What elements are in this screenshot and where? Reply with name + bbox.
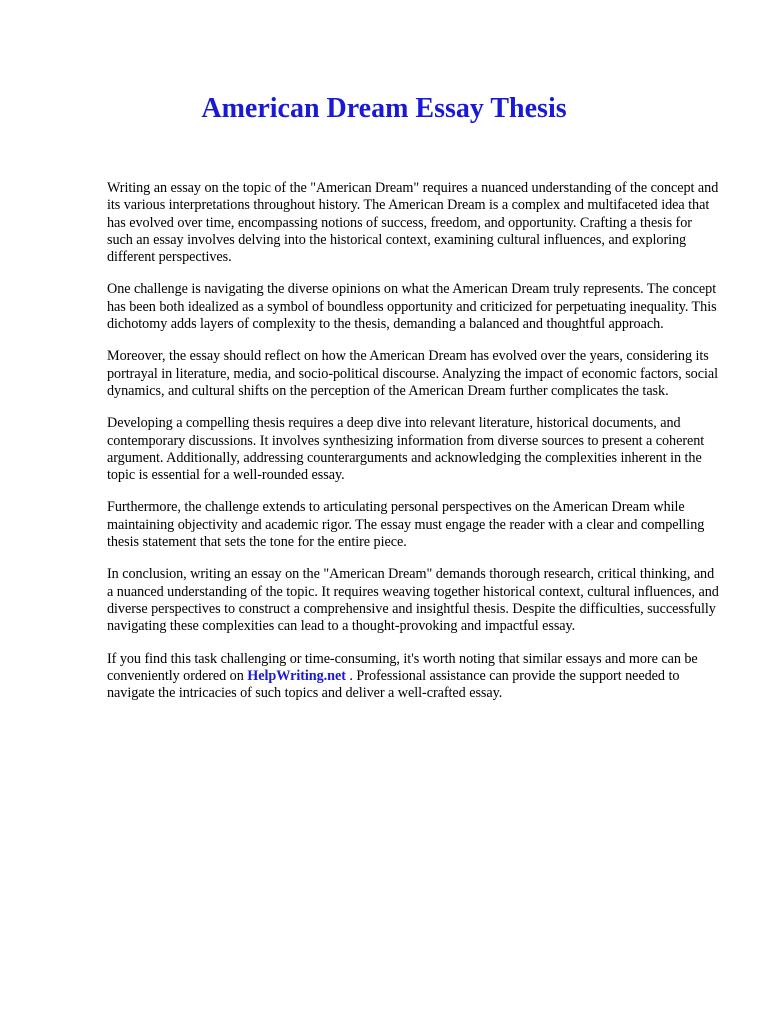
page-title: American Dream Essay Thesis <box>201 93 567 124</box>
paragraph-7-after-link: . Professional assistance can provide the support needed to navigate the intricacies of such topics and deliver a well-crafted essay. <box>107 667 680 702</box>
paragraph-6: In conclusion, writing an essay on the "American Dream" demands thorough research, critical thinking, and a nuanced understanding of the topic. It requires weaving together historical context, cultural influences, and diverse perspectives to construct a comprehensive and insightful thesis. Despite the difficulties, successfully navigating these complexities can lead to a thought-provoking and impactful essay. <box>107 566 719 635</box>
paragraph-7-before-link: If you find this task challenging or time-consuming, it's worth noting that similar essays and more can be conveniently ordered on <box>107 650 698 684</box>
paragraph-3: Moreover, the essay should reflect on how the American Dream has evolved over the years, considering its portrayal in literature, media, and socio-political discourse. Analyzing the impact of economic factors, social dynamics, and cultural shifts on the perception of the American Dream further complicates the task. <box>107 348 719 399</box>
essay-body <box>107 180 719 717</box>
paragraph-1: Writing an essay on the topic of the "American Dream" requires a nuanced understanding of the concept and its various interpretations throughout history. The American Dream is a complex and multifaceted idea that has evolved over time, encompassing notions of success, freedom, and opportunity. Crafting a thesis for such an essay involves delving into the historical context, examining cultural influences, and exploring different perspectives. <box>107 180 719 266</box>
paragraph-2: One challenge is navigating the diverse opinions on what the American Dream truly represents. The concept has been both idealized as a symbol of boundless opportunity and criticized for perpetuating inequality. This dichotomy adds layers of complexity to the thesis, demanding a balanced and thoughtful approach. <box>107 281 717 333</box>
paragraph-4: Developing a compelling thesis requires a deep dive into relevant literature, historical documents, and contemporary discussions. It involves synthesizing information from diverse sources to present a coherent argument. Additionally, addressing counterarguments and acknowledging the complexities inherent in the topic is essential for a well-rounded essay. <box>107 415 705 484</box>
paragraph-5: Furthermore, the challenge extends to articulating personal perspectives on the American Dream while maintaining objectivity and academic rigor. The essay must engage the reader with a clear and compelling thesis statement that sets the tone for the entire piece. <box>107 499 705 551</box>
paragraph-7 <box>107 651 719 703</box>
helpwriting-link[interactable]: HelpWriting.net <box>247 667 346 684</box>
